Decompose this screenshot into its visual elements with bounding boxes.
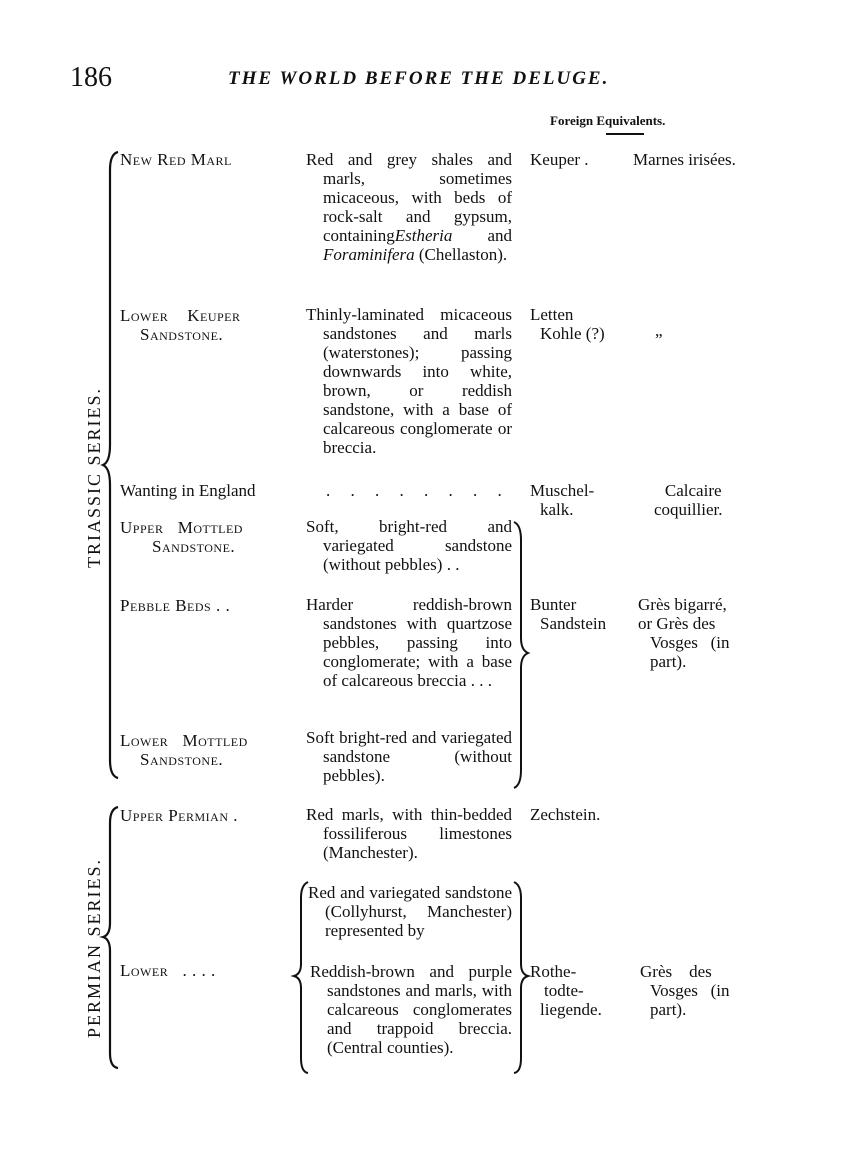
lower-keuper-description: Thinly-laminated micaceous sandstones and marls (waterstones); passing downwards into white, brown, or reddish sandstone, with a base of calcareous conglomerate or breccia. — [306, 305, 512, 457]
wanting-french: Calcaire coquillier. — [654, 481, 723, 519]
upper-mottled-description: Soft, bright-red and variegated sandstone (without pebbles) . . — [306, 517, 512, 574]
lower-keuper-french: ” — [655, 330, 663, 349]
lower-permian-name: Lower . . . . — [120, 961, 216, 980]
wanting-description: . . . . . . . . — [326, 481, 510, 500]
wanting-german: Muschel- kalk. — [530, 481, 595, 519]
heading-rule — [606, 133, 644, 135]
pebble-beds-description: Harder reddish-brown sandstones with quartzose pebbles, passing into conglomerate; with a base of calcareous breccia . . . — [306, 595, 512, 690]
permian-brace — [100, 805, 120, 1070]
upper-permian-name: Upper Permian . — [120, 806, 238, 825]
upper-permian-german: Zechstein. — [530, 805, 601, 824]
wanting-name: Wanting in England — [120, 481, 256, 500]
lower-permian-description-b: Reddish-brown and purple sandstones and marls, with calcareous conglomerates and trappoid breccia. (Central counties). — [310, 962, 512, 1057]
lower-permian-left-brace — [292, 880, 310, 1075]
new-red-marl-description: Red and grey shales and marls, sometimes micaceous, with beds of rock-salt and gypsum, containingEstheria and Foraminifera (Chellaston). — [306, 150, 512, 264]
permian-series-label: PERMIAN SERIES. — [84, 857, 104, 1038]
lower-mottled-name: Lower Mottled Sandstone. — [120, 731, 248, 769]
lower-permian-description-a: Red and variegated sandstone (Collyhurst, Manchester) represented by — [308, 883, 512, 940]
lower-keuper-german: Letten Kohle (?) — [530, 305, 605, 343]
lower-permian-right-brace — [512, 880, 530, 1075]
triassic-brace — [100, 150, 120, 780]
foreign-equivalents-heading: Foreign Equivalents. — [550, 113, 666, 128]
lower-keuper-name: Lower Keuper Sandstone. — [120, 306, 241, 344]
pebble-beds-german: Bunter Sandstein — [530, 595, 607, 633]
triassic-series-label: TRIASSIC SERIES. — [84, 386, 104, 568]
lower-permian-french: Grès des Vosges (in part). — [640, 962, 730, 1019]
lower-mottled-description: Soft bright-red and variegated sandstone (without pebbles). — [306, 728, 512, 785]
page-number: 186 — [70, 62, 112, 93]
pebble-beds-name: Pebble Beds . . — [120, 596, 231, 615]
bunter-brace — [512, 520, 530, 790]
new-red-marl-french: Marnes irisées. — [633, 150, 736, 169]
running-title: THE WORLD BEFORE THE DELUGE. — [228, 68, 610, 89]
upper-permian-description: Red marls, with thin-bedded fossiliferous limestones (Manchester). — [306, 805, 512, 862]
new-red-marl-name: New Red Marl — [120, 150, 232, 169]
upper-mottled-name: Upper Mottled Sandstone. — [120, 518, 243, 556]
new-red-marl-german: Keuper . — [530, 150, 589, 169]
pebble-beds-french: Grès bigarré, or Grès des Vosges (in part). — [638, 595, 730, 671]
lower-permian-german: Rothe- todte- liegende. — [530, 962, 602, 1019]
